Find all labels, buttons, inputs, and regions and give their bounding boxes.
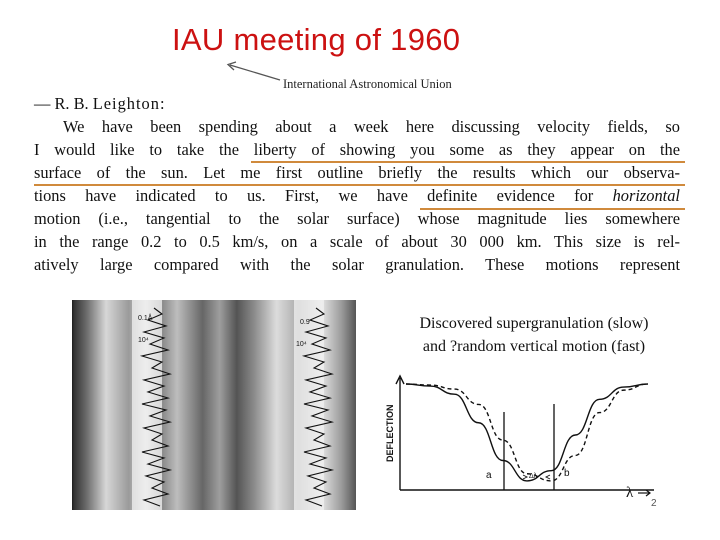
speaker-dash: — [34,94,51,113]
discovery-line-2: and ?random vertical motion (fast) [422,338,646,355]
figure-label-b-bottom: 10⁴ [296,341,307,348]
speaker-line [34,92,680,115]
excerpt-line-2: I would like to take the liberty of showing you some as they appear on the [34,140,680,159]
annotation-arrow-icon [222,60,284,84]
speaker-surname: Leighton [92,94,160,113]
excerpt-line-1: We have been spending about a week here discussing velocity fields, so [63,117,680,136]
excerpt-line-6: in the range 0.2 to 0.5 km/s, on a scale of about 30 000 km. This size is rel- [34,232,680,251]
chart-xlabel: λ [626,485,634,501]
line-profile-chart [382,372,672,510]
underline-sun-surface [34,184,685,186]
figure-label-b-top: 0.9 [300,319,310,326]
excerpt-line-4 [34,184,680,207]
annotation-b: b [564,468,570,479]
slide-title: IAU meeting of 1960 [172,22,461,57]
figure-label-a-bottom: 10⁴ [138,337,149,344]
speaker-colon: : [159,94,165,113]
excerpt-line-7: atively large compared with the solar granulation. These motions represent [34,255,680,274]
excerpt-line-5: motion (i.e., tangential to the solar surface) whose magnitude lies somewhere [34,209,680,228]
excerpt-line-3: surface of the sun. Let me first outline briefly the results which our observa- [34,163,680,182]
annotation-delta-lambda: Δλ [529,473,538,480]
figure-label-a-top: 0.1Å [138,315,153,322]
excerpt-italic-horizontal: horizontal [612,186,680,205]
page-number: 2 [651,498,657,509]
underline-horizontal [420,208,685,210]
spectroheliogram-figure [72,300,356,510]
chart-ylabel: DEFLECTION [385,404,395,462]
annotation-a: a [486,470,492,481]
underline-velocity-fields [251,161,685,163]
iau-annotation: International Astronomical Union [283,77,452,91]
discovery-caption [378,312,690,358]
excerpt-line-4-text: tions have indicated to us. First, we have definite evidence for [34,186,613,205]
speaker-initials: R. B. [54,94,93,113]
discovery-line-1: Discovered supergranulation (slow) [419,315,649,332]
